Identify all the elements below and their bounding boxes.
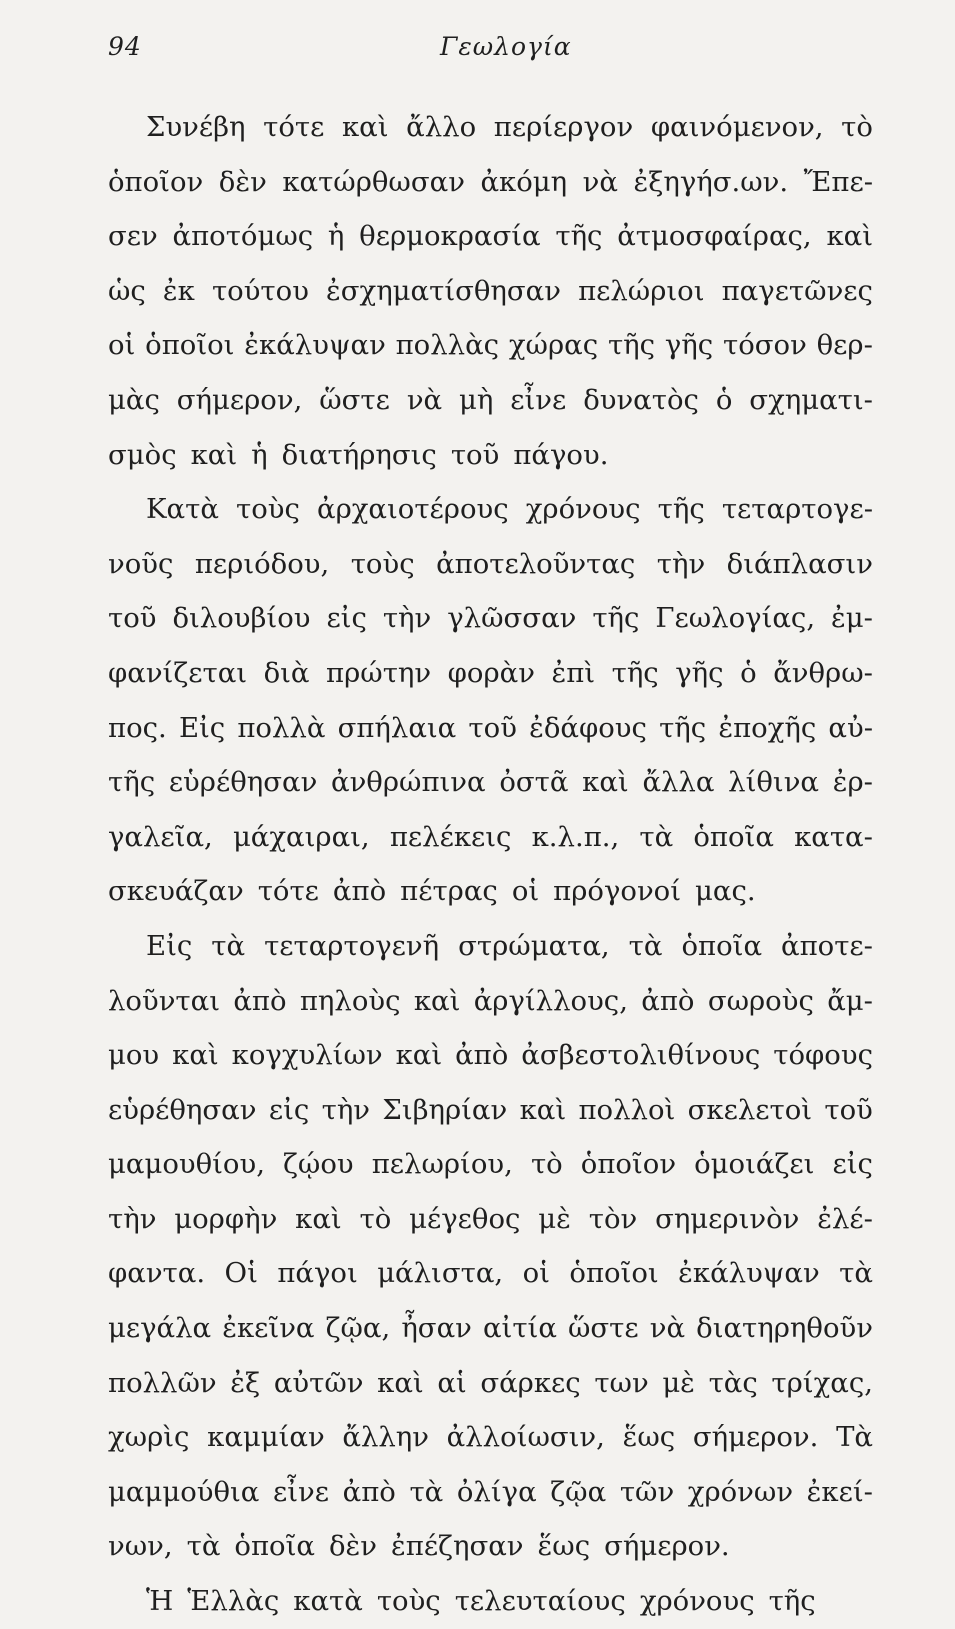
text-line: μου καὶ κογχυλίων καὶ ἀπὸ ἀσβεστολιθίνους τόφους	[108, 1039, 873, 1072]
text-line: νων, τὰ ὁποῖα δὲν ἐπέζησαν ἕως σήμερον.	[108, 1530, 730, 1563]
text-line: πολλῶν ἐξ αὐτῶν καὶ αἱ σάρκες των μὲ τὰς τρίχας,	[108, 1366, 873, 1399]
text-line: οἱ ὁποῖοι ἐκάλυψαν πολλὰς χώρας τῆς γῆς τόσον θερ-	[108, 329, 873, 362]
text-line: πος. Εἰς πολλὰ σπήλαια τοῦ ἐδάφους τῆς ἐποχῆς αὐ-	[108, 711, 873, 744]
text-line: μὰς σήμερον, ὥστε νὰ μὴ εἶνε δυνατὸς ὁ σχηματι-	[108, 383, 873, 416]
paragraph	[108, 1574, 873, 1629]
text-line: ὁποῖον δὲν κατώρθωσαν ἀκόμη νὰ ἐξηγήσ.ων. Ἔπε-	[108, 165, 873, 198]
text-line: μαμμούθια εἶνε ἀπὸ τὰ ὀλίγα ζῷα τῶν χρόνων ἐκεί-	[108, 1475, 873, 1508]
body-text	[108, 100, 873, 1629]
text-line: νοῦς περιόδου, τοὺς ἀποτελοῦντας τὴν διάπλασιν	[108, 547, 873, 580]
text-line: γαλεῖα, μάχαιραι, πελέκεις κ.λ.π., τὰ ὁποῖα κατα-	[108, 820, 873, 853]
text-line: Κατὰ τοὺς ἀρχαιοτέρους χρόνους τῆς τεταρτογε-	[146, 493, 873, 526]
text-line: τῆς εὑρέθησαν ἀνθρώπινα ὀστᾶ καὶ ἄλλα λίθινα ἐρ-	[108, 766, 873, 799]
text-line: ὡς ἐκ τούτου ἐσχηματίσθησαν πελώριοι παγετῶνες	[108, 274, 873, 307]
text-line: λοῦνται ἀπὸ πηλοὺς καὶ ἀργίλλους, ἀπὸ σωροὺς ἄμ-	[108, 984, 873, 1017]
paragraph	[108, 919, 873, 1574]
text-line: φαντα. Οἱ πάγοι μάλιστα, οἱ ὁποῖοι ἐκάλυψαν τὰ	[108, 1257, 873, 1290]
page-header	[108, 32, 873, 72]
text-line: Ἡ Ἑλλὰς κατὰ τοὺς τελευταίους χρόνους τῆς	[146, 1585, 816, 1618]
text-line: Εἰς τὰ τεταρτογενῆ στρώματα, τὰ ὁποῖα ἀποτε-	[146, 929, 873, 962]
text-line: σκευάζαν τότε ἀπὸ πέτρας οἱ πρόγονοί μας.	[108, 875, 756, 908]
text-line: εὑρέθησαν εἰς τὴν Σιβηρίαν καὶ πολλοὶ σκελετοὶ τοῦ	[108, 1093, 873, 1126]
text-line: μαμουθίου, ζῴου πελωρίου, τὸ ὁποῖον ὁμοιάζει εἰς	[108, 1148, 873, 1181]
page-number: 94	[108, 32, 142, 61]
text-line: φανίζεται διὰ πρώτην φορὰν ἐπὶ τῆς γῆς ὁ ἄνθρω-	[108, 656, 873, 689]
text-line: τοῦ διλουβίου εἰς τὴν γλῶσσαν τῆς Γεωλογίας, ἐμ-	[108, 602, 873, 635]
text-line: τὴν μορφὴν καὶ τὸ μέγεθος μὲ τὸν σημερινὸν ἐλέ-	[108, 1202, 873, 1235]
running-title: Γεωλογία	[440, 32, 572, 61]
text-line: μεγάλα ἐκεῖνα ζῷα, ἦσαν αἰτία ὥστε νὰ διατηρηθοῦν	[108, 1312, 873, 1345]
text-line: σεν ἀποτόμως ἡ θερμοκρασία τῆς ἀτμοσφαίρας, καὶ	[108, 220, 873, 253]
text-line: σμὸς καὶ ἡ διατήρησις τοῦ πάγου.	[108, 438, 609, 471]
text-line: χωρὶς καμμίαν ἄλλην ἀλλοίωσιν, ἕως σήμερον. Τὰ	[108, 1421, 873, 1454]
paragraph	[108, 482, 873, 919]
paragraph	[108, 100, 873, 482]
text-line: Συνέβη τότε καὶ ἄλλο περίεργον φαινόμενον, τὸ	[146, 111, 873, 143]
